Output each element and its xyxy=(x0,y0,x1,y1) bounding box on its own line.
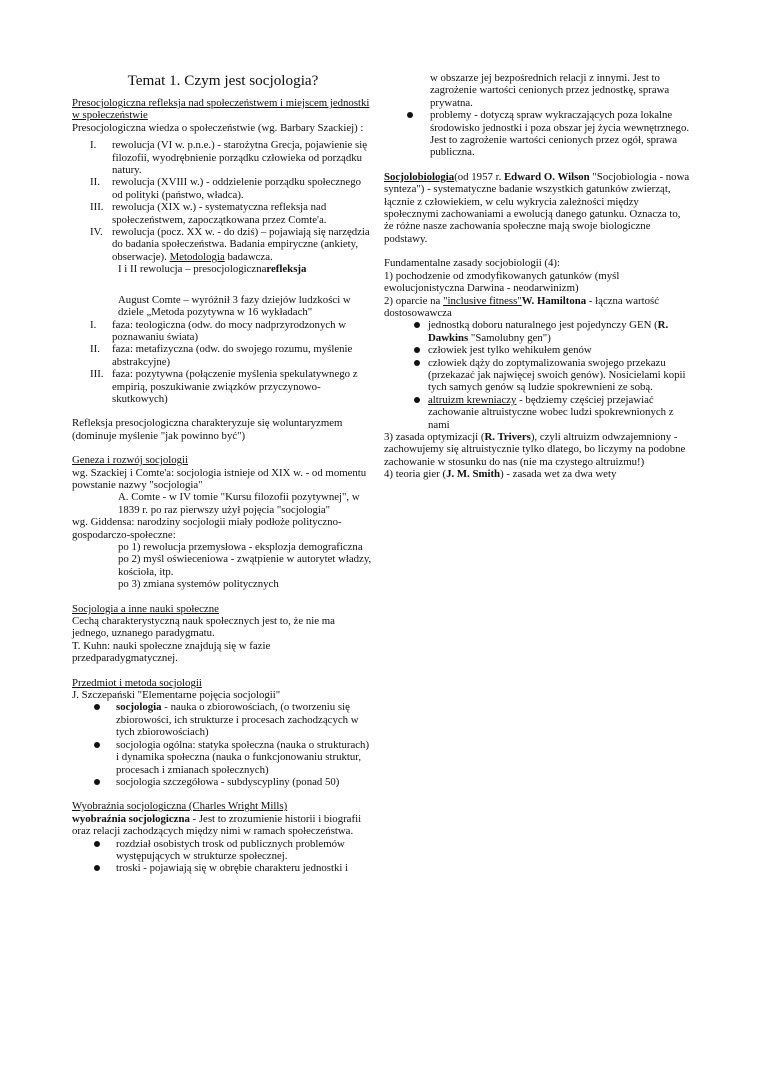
paragraph: Cechą charakterystyczną nauk społecznych jest to, że nie ma jednego, uznanego paradygmatu. xyxy=(72,615,335,640)
text: (od 1957 r. xyxy=(454,170,504,183)
list-text: rewolucja (VI w. p.n.e.) - starożytna Grecja, pojawienie się filozofii, wyodrębnienie porządku człowieka od porządku natury. xyxy=(112,139,368,177)
list-text: rewolucja (XVIII w.) - oddzielenie porządku społecznego od polityki (państwo, władca). xyxy=(112,176,362,201)
list-number: III. xyxy=(90,201,104,214)
list-item xyxy=(72,319,374,344)
bullet-icon xyxy=(384,394,428,431)
summary-text: I i II rewolucja – presocjologiczna xyxy=(118,263,267,276)
rev4-tail: badawcza. xyxy=(227,250,273,263)
section-heading-przedmiot: Przedmiot i metoda socjologii xyxy=(72,676,202,689)
list-text: socjologia szczegółowa - subdyscypliny (ponad 50) xyxy=(116,775,340,788)
list-text xyxy=(112,226,374,263)
list-text: troski - pojawiają się w obrębie charakteru jednostki i xyxy=(116,862,349,875)
text: ) - zasada wet za dwa wety xyxy=(500,468,617,481)
list-item xyxy=(384,344,690,356)
list-text: faza: pozytywna (połączenie myślenia spekulatywnego z empirią, poszukiwanie związków przyczynowo-skutkowych) xyxy=(112,368,358,405)
list-text: problemy - dotyczą spraw wykraczających poza lokalne środowisko jednostki i poza obszar jej życia wewnętrznego. Jest to zagrożenie wartości cenionych przez ogół, sprawa publiczna. xyxy=(430,109,690,159)
list-item xyxy=(384,394,690,431)
author-smith: J. M. Smith xyxy=(446,468,501,481)
list-item xyxy=(72,343,374,368)
bullet-list xyxy=(384,319,690,431)
list-text xyxy=(116,701,374,738)
section-heading-presocjologiczna: Presocjologiczna refleksja nad społeczeństwem i miejscem jednostki w społeczeństwie xyxy=(72,97,370,122)
list-number: I. xyxy=(90,318,97,331)
list-item: po 2) myśl oświeceniowa - zwątpienie w autorytet władzy, kościoła, itp. xyxy=(118,553,372,578)
text: - będziemy częściej przejawiać zachowanie altruistyczne wobec ludzi spokrewnionych z nami xyxy=(428,393,674,431)
summary-bold: refleksja xyxy=(266,263,307,276)
rev4-text: rewolucja (pocz. XX w. - do dziś) – pojawiają się narzędzia do badania społeczeństwa. Badania empiryczne (ankiety, obserwacje). xyxy=(112,226,370,263)
paragraph: Presocjologiczna wiedza o społeczeństwie (wg. Barbary Szackiej) : xyxy=(72,121,364,134)
section-heading-geneza: Geneza i rozwój socjologii xyxy=(72,454,189,467)
list-item xyxy=(72,739,374,776)
list-text: socjologia ogólna: statyka społeczna (nauka o strukturach) i dynamika społeczna (nauka o funkcjonowaniu struktur, procesach i zmianach społecznych) xyxy=(116,738,370,776)
paragraph: J. Szczepański "Elementarne pojęcia socjologii" xyxy=(72,689,281,702)
author-hamilton: W. Hamiltona xyxy=(521,294,587,307)
bullet-list xyxy=(72,701,374,788)
term-socjobiologia: Socjolobiologia xyxy=(384,170,455,183)
section-heading-nauki: Socjologia a inne nauki społeczne xyxy=(72,602,219,615)
paragraph-continuation: w obszarze jej bezpośrednich relacji z innymi. Jest to zagrożenie wartości cenionych przez jednostkę, sprawa prywatna. xyxy=(430,72,670,109)
bullet-icon xyxy=(384,109,430,159)
list-number: III. xyxy=(90,368,104,381)
author-dawkins: R. Dawkins xyxy=(428,319,669,344)
paragraph-socjobiologia xyxy=(384,171,690,245)
revolution-summary xyxy=(72,263,374,275)
list-number: II. xyxy=(90,176,100,189)
list-item xyxy=(72,862,374,874)
paragraph xyxy=(384,468,690,480)
paragraph-woluntaryzm: Refleksja presocjologiczna charakteryzuje się woluntaryzmem (dominuje myślenie "jak powinno być") xyxy=(72,417,343,442)
list-text: rewolucja (XIX w.) - systematyczna refleksja nad społeczeństwem, zapoczątkowana przez Comte'a. xyxy=(112,201,327,226)
paragraph: T. Kuhn: nauki społeczne znajdują się w fazie przedparadygmatycznej. xyxy=(72,639,271,665)
text: - łączna wartość dostosowawcza xyxy=(384,294,659,319)
author-trivers: R. Trivers xyxy=(484,430,531,443)
term-bold: wyobraźnia socjologiczna xyxy=(72,812,190,825)
page-title: Temat 1. Czym jest socjologia? xyxy=(127,72,319,89)
bullet-icon xyxy=(72,862,116,874)
term-bold: socjologia xyxy=(116,701,162,714)
revolution-list xyxy=(72,139,374,275)
list-text: rozdział osobistych trosk od publicznych problemów występujących w strukturze społecznej. xyxy=(116,837,345,862)
bullet-icon xyxy=(72,739,116,776)
list-item xyxy=(72,776,374,788)
left-column xyxy=(72,72,374,875)
text: 3) zasada optymizacji ( xyxy=(384,430,485,443)
list-item xyxy=(72,139,374,176)
metodologia-term: Metodologia xyxy=(169,250,225,263)
list-text xyxy=(428,394,690,431)
text: ), czyli altruizm odwzajemniony - zachowujemy się altruistycznie tylko dlatego, bo liczymy na podobne zachowanie w stosunku do nas (nie ma czystego altruizmu!) xyxy=(384,430,686,468)
phase-list xyxy=(72,319,374,406)
list-item xyxy=(72,368,374,405)
section-heading-wyobraznia: Wyobraźnia socjologiczna (Charles Wright Mills) xyxy=(72,800,288,813)
list-item xyxy=(384,357,690,394)
list-item: po 1) rewolucja przemysłowa - eksplozja demograficzna xyxy=(118,541,363,553)
paragraph: A. Comte - w IV tomie "Kursu filozofii pozytywnej", w 1839 r. po raz pierwszy użył pojęcia "socjologia" xyxy=(118,491,360,516)
paragraph: Fundamentalne zasady socjobiologii (4): xyxy=(384,257,561,270)
bullet-list xyxy=(384,109,690,159)
list-text: człowiek jest tylko wehikułem genów xyxy=(428,344,592,357)
text: jednostką doboru naturalnego jest pojedynczy GEN ( xyxy=(428,319,658,332)
bullet-icon xyxy=(72,701,116,738)
list-text: faza: teologiczna (odw. do mocy nadprzyrodzonych w poznawaniu świata) xyxy=(112,318,347,343)
list-item: po 3) zmiana systemów politycznych xyxy=(118,578,279,591)
text: "Samolubny gen") xyxy=(468,331,551,344)
list-text: faza: metafizyczna (odw. do swojego rozumu, myślenie abstrakcyjne) xyxy=(112,343,353,368)
text: "Socjobiologia - nowa synteza") - systematyczne badanie wszystkich gatunków zwierząt, łącznie z człowiekiem, w celu wykrycia zależności między społecznymi zachowaniami a ewolucją danego gatunku. Oznacza to, że różne nasze zachowania społeczne mają swoje biologiczne podstawy. xyxy=(384,170,690,245)
list-text xyxy=(428,319,690,344)
inclusive-fitness: "inclusive fitness" xyxy=(443,294,522,307)
paragraph: wg. Szackiej i Comte'a: socjologia istnieje od XIX w. - od momentu powstanie nazwy "socjologia" xyxy=(72,466,367,491)
list-number: I. xyxy=(90,139,97,152)
paragraph xyxy=(384,295,690,320)
paragraph: 1) pochodzenie od zmodyfikowanych gatunków (myśl ewolucjonistyczna Darwina - neodarwinizm) xyxy=(384,269,620,295)
author-wilson: Edward O. Wilson xyxy=(503,170,590,183)
bullet-list xyxy=(72,838,374,875)
list-item xyxy=(72,201,374,226)
list-number: IV. xyxy=(90,226,103,239)
right-column xyxy=(384,72,690,481)
term-rest: - Jest to zrozumienie historii i biografii oraz relacji zachodzących między nimi w ramach społeczeństwa. xyxy=(72,812,362,838)
comte-intro: August Comte – wyróżnił 3 fazy dziejów ludzkości w dziele „Metoda pozytywna w 16 wykładach" xyxy=(118,293,351,319)
bullet-icon xyxy=(72,838,116,863)
paragraph: wg. Giddensa: narodziny socjologii miały podłoże polityczno-gospodarczo-społeczne: xyxy=(72,516,342,541)
paragraph xyxy=(72,813,374,838)
list-item xyxy=(72,176,374,201)
text: 2) oparcie na xyxy=(384,294,444,307)
bullet-icon xyxy=(384,344,428,356)
term-rest: - nauka o zbiorowościach, (o tworzeniu się zbiorowości, ich strukturze i procesach zachodzących w tych zbiorowościach) xyxy=(116,701,359,739)
text: 4) teoria gier ( xyxy=(384,468,447,481)
list-text: człowiek dąży do zoptymalizowania swojego przekazu (przekazać jak najwięcej swoich genów). Nosicielami kopii tych samych genów są ludzie spokrewnieni ze sobą. xyxy=(428,356,686,394)
list-item xyxy=(72,226,374,263)
list-item xyxy=(384,319,690,344)
list-item xyxy=(384,109,690,159)
list-item xyxy=(72,701,374,738)
bullet-icon xyxy=(72,776,116,788)
bullet-icon xyxy=(384,357,428,394)
list-number: II. xyxy=(90,343,100,356)
paragraph xyxy=(384,431,690,468)
bullet-icon xyxy=(384,319,428,344)
term-altruizm: altruizm krewniaczy xyxy=(428,393,517,406)
list-item xyxy=(72,838,374,863)
